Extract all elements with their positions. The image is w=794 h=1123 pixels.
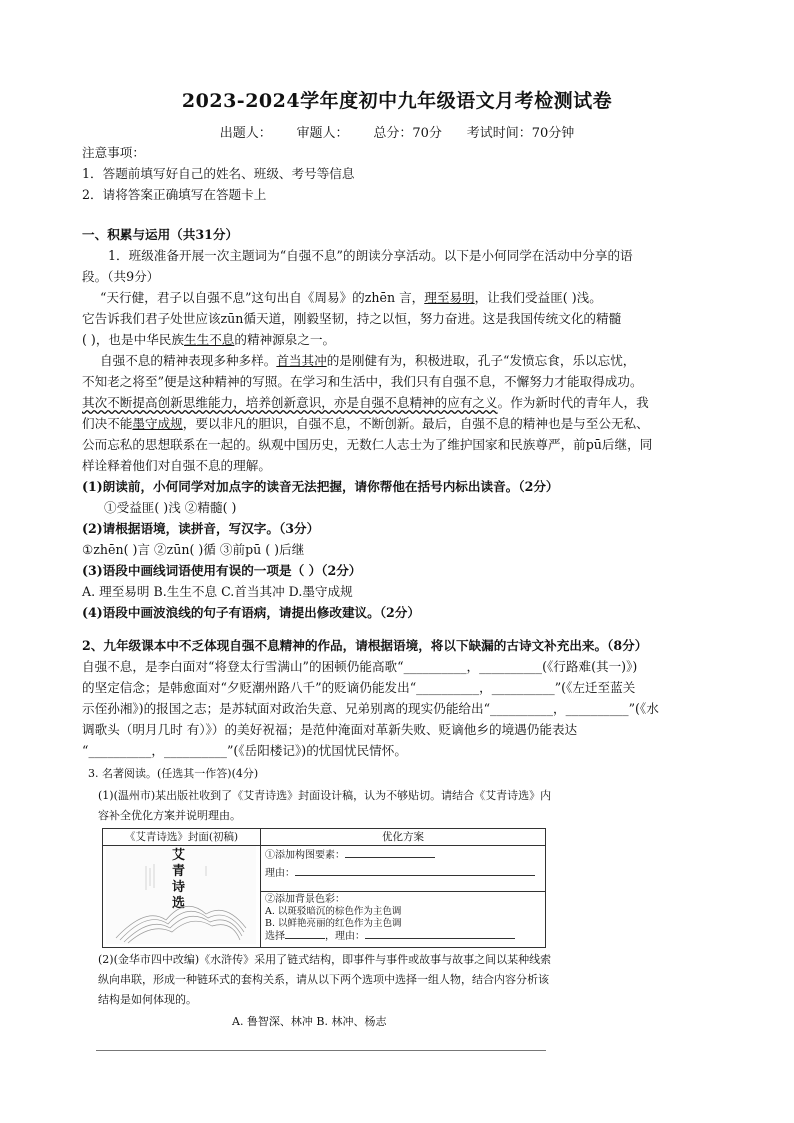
subq4: (4)语段中画波浪线的句子有语病，请提出修改建议。（2分）	[82, 605, 420, 620]
answer-blank[interactable]	[295, 875, 535, 876]
p2-text: ，要以非凡的胆识，自强不息，不断创新。最后，自强不息的精神也是与至公无私、	[182, 416, 649, 431]
underlined-phrase: 理至易明	[424, 290, 475, 305]
plan-option1-label: ①添加构图要素：	[265, 850, 345, 861]
p2-text: 。作为新时代的青年人，我	[497, 395, 649, 410]
table-header-plan: 优化方案	[261, 829, 545, 846]
plan-option2: ②添加背景色彩：	[265, 894, 345, 905]
q2-line6: “__________，__________”(《岳阳楼记》)的忧国忧民情怀。	[82, 743, 407, 758]
notice-item-2: 2．请将答案正确填写在答题卡上	[82, 187, 267, 202]
answer-blank[interactable]	[345, 857, 435, 858]
q2-line4: 示侄孙湘》)的报国之志；是苏轼面对政治失意、兄弟别离的现实仍能给出“__________，__________”(《水	[82, 701, 659, 716]
q3-line3: 容补全优化方案并说明理由。	[98, 809, 241, 822]
q2-line5: 调歌头（明月几时 有）》）的美好祝福；是范仲淹面对革新失败、贬谪他乡的境遇仍能表达	[82, 722, 578, 737]
passage-p1-line1	[100, 287, 602, 308]
p2-text: 们决不能	[82, 416, 133, 431]
passage-p2-line4	[82, 413, 649, 434]
q2-heading: 2、九年级课本中不乏体现自强不息精神的作品，请根据语境，将以下缺漏的古诗文补充出来。（8分）	[82, 638, 648, 653]
passage-p2-line5: 公而忘私的思想联系在一起的。纵观中国历史，无数仁人志士为了维护国家和民族尊严，前pū后继，同	[82, 437, 653, 452]
plan-option1	[265, 847, 435, 865]
p2-text: 自强不息的精神表现多种多样。	[100, 353, 277, 368]
plan-option-a: A. 以斑驳暗沉的棕色作为主色调	[265, 906, 402, 917]
p2-text: 的是刚健有为，积极进取，孔子“发愤忘食，乐以忘忧，	[326, 353, 636, 368]
passage-p2-line6: 样诠释着他们对自强不息的理解。	[82, 458, 271, 473]
cover-title: 艾青诗选	[172, 848, 186, 911]
subq2-options: ①zhēn( )言 ②zūn( )循 ③前pū ( )后继	[82, 542, 305, 557]
q3-part2-line2: 纵向串联，形成一种链环式的套构关系，请从以下两个选项中选择一组人物，结合内容分析该	[98, 973, 549, 986]
answer-blank[interactable]	[365, 938, 515, 939]
passage-p2-line1	[100, 350, 635, 371]
table-divider	[260, 845, 261, 947]
passage-p1-line2: 它告诉我们君子处世应该zūn循天道，刚毅坚韧，持之以恒，努力奋进。这是我国传统文化的精髓	[82, 311, 622, 326]
mountain-illustration	[106, 846, 256, 944]
q3-heading: 3. 名著阅读。(任选其一作答)(4分)	[88, 767, 259, 780]
q3-part2-line1: (2)(金华市四中改编)《水浒传》采用了链式结构，即事件与事件或故事与故事之间以某种线索	[98, 953, 552, 966]
cover-illustration	[106, 846, 256, 944]
answer-line[interactable]	[96, 1050, 546, 1051]
q2-line3: 的坚定信念；是韩愈面对“夕贬潮州路八千”的贬谪仍能发出“__________，__________”(《左迁至蓝关	[82, 680, 636, 695]
reason-label: 理由：	[265, 868, 295, 879]
q2-line2: 自强不息，是李白面对“将登太行雪满山”的困顿仍能高歌“__________，__________(《行路难(其一)》)	[82, 659, 638, 674]
p1-text: 的精神源泉之一。	[234, 332, 336, 347]
page-title: 2023-2024学年度初中九年级语文月考检测试卷	[181, 90, 613, 112]
subq3: (3)语段中画线词语使用有误的一项是（ ）（2分）	[82, 563, 362, 578]
p1-text: ，让我们受益匪( )浅。	[474, 290, 602, 305]
q1-intro-line1: 1．班级准备开展一次主题词为“自强不息”的朗读分享活动。以下是小何同学在活动中分享的语	[108, 248, 633, 263]
plan-option-b: B. 以鲜艳亮丽的红色作为主色调	[265, 918, 402, 929]
q3-part2-options: A. 鲁智深、林冲 B. 林冲、杨志	[232, 1015, 387, 1028]
table-header-cover: 《艾青诗选》封面(初稿)	[103, 829, 261, 846]
plan-choose	[265, 930, 515, 944]
q3-part2-line3: 结构是如何体现的。	[98, 993, 197, 1006]
subq1-options: ①受益匪( )浅 ②精髓( )	[104, 500, 237, 515]
passage-p2-line3	[82, 392, 649, 413]
subq3-options: A. 理至易明 B.生生不息 C.首当其冲 D.墨守成规	[82, 584, 353, 599]
passage-p2-line2: 不知老之将至”便是这种精神的写照。在学习和生活中，我们只有自强不息，不懈努力才能取得成功。	[82, 374, 643, 389]
reason-label: ，理由：	[325, 931, 365, 942]
notice-item-1: 1．答题前填写好自己的姓名、班级、考号等信息	[82, 166, 355, 181]
underlined-phrase: 墨守成规	[132, 416, 183, 431]
subq2: (2)请根据语境，读拼音，写汉字。（3分）	[82, 521, 320, 536]
underlined-phrase: 首当其冲	[276, 353, 327, 368]
subq1: (1)朗读前，小何同学对加点字的读音无法把握，请你帮他在括号内标出读音。（2分）	[82, 479, 559, 494]
section1-heading: 一、积累与运用（共31分）	[82, 227, 239, 242]
passage-p1-line3	[82, 329, 335, 350]
plan-reason1	[265, 865, 535, 883]
answer-blank[interactable]	[285, 938, 325, 939]
q1-intro-line2: 段。（共9分）	[82, 269, 160, 284]
wavy-sentence: 其次不断提高创新思维能力，培养创新意识，亦是自强不息精神的应有之义	[82, 395, 498, 410]
underlined-phrase: 生生不息	[184, 332, 235, 347]
notice-label: 注意事项：	[82, 145, 145, 160]
q3-line2: (1)(温州市)某出版社收到了《艾青诗选》封面设计稿，认为不够贴切。请结合《艾青诗选》内	[98, 789, 552, 802]
choose-label: 选择	[265, 931, 285, 942]
p1-text: “天行健，君子以自强不息”这句出自《周易》的zhēn 言，	[100, 290, 425, 305]
table-row-divider	[261, 891, 545, 892]
p1-text: ( )，也是中华民族	[82, 332, 184, 347]
exam-meta: 出题人： 审题人： 总分：70分 考试时间：70分钟	[219, 126, 575, 141]
